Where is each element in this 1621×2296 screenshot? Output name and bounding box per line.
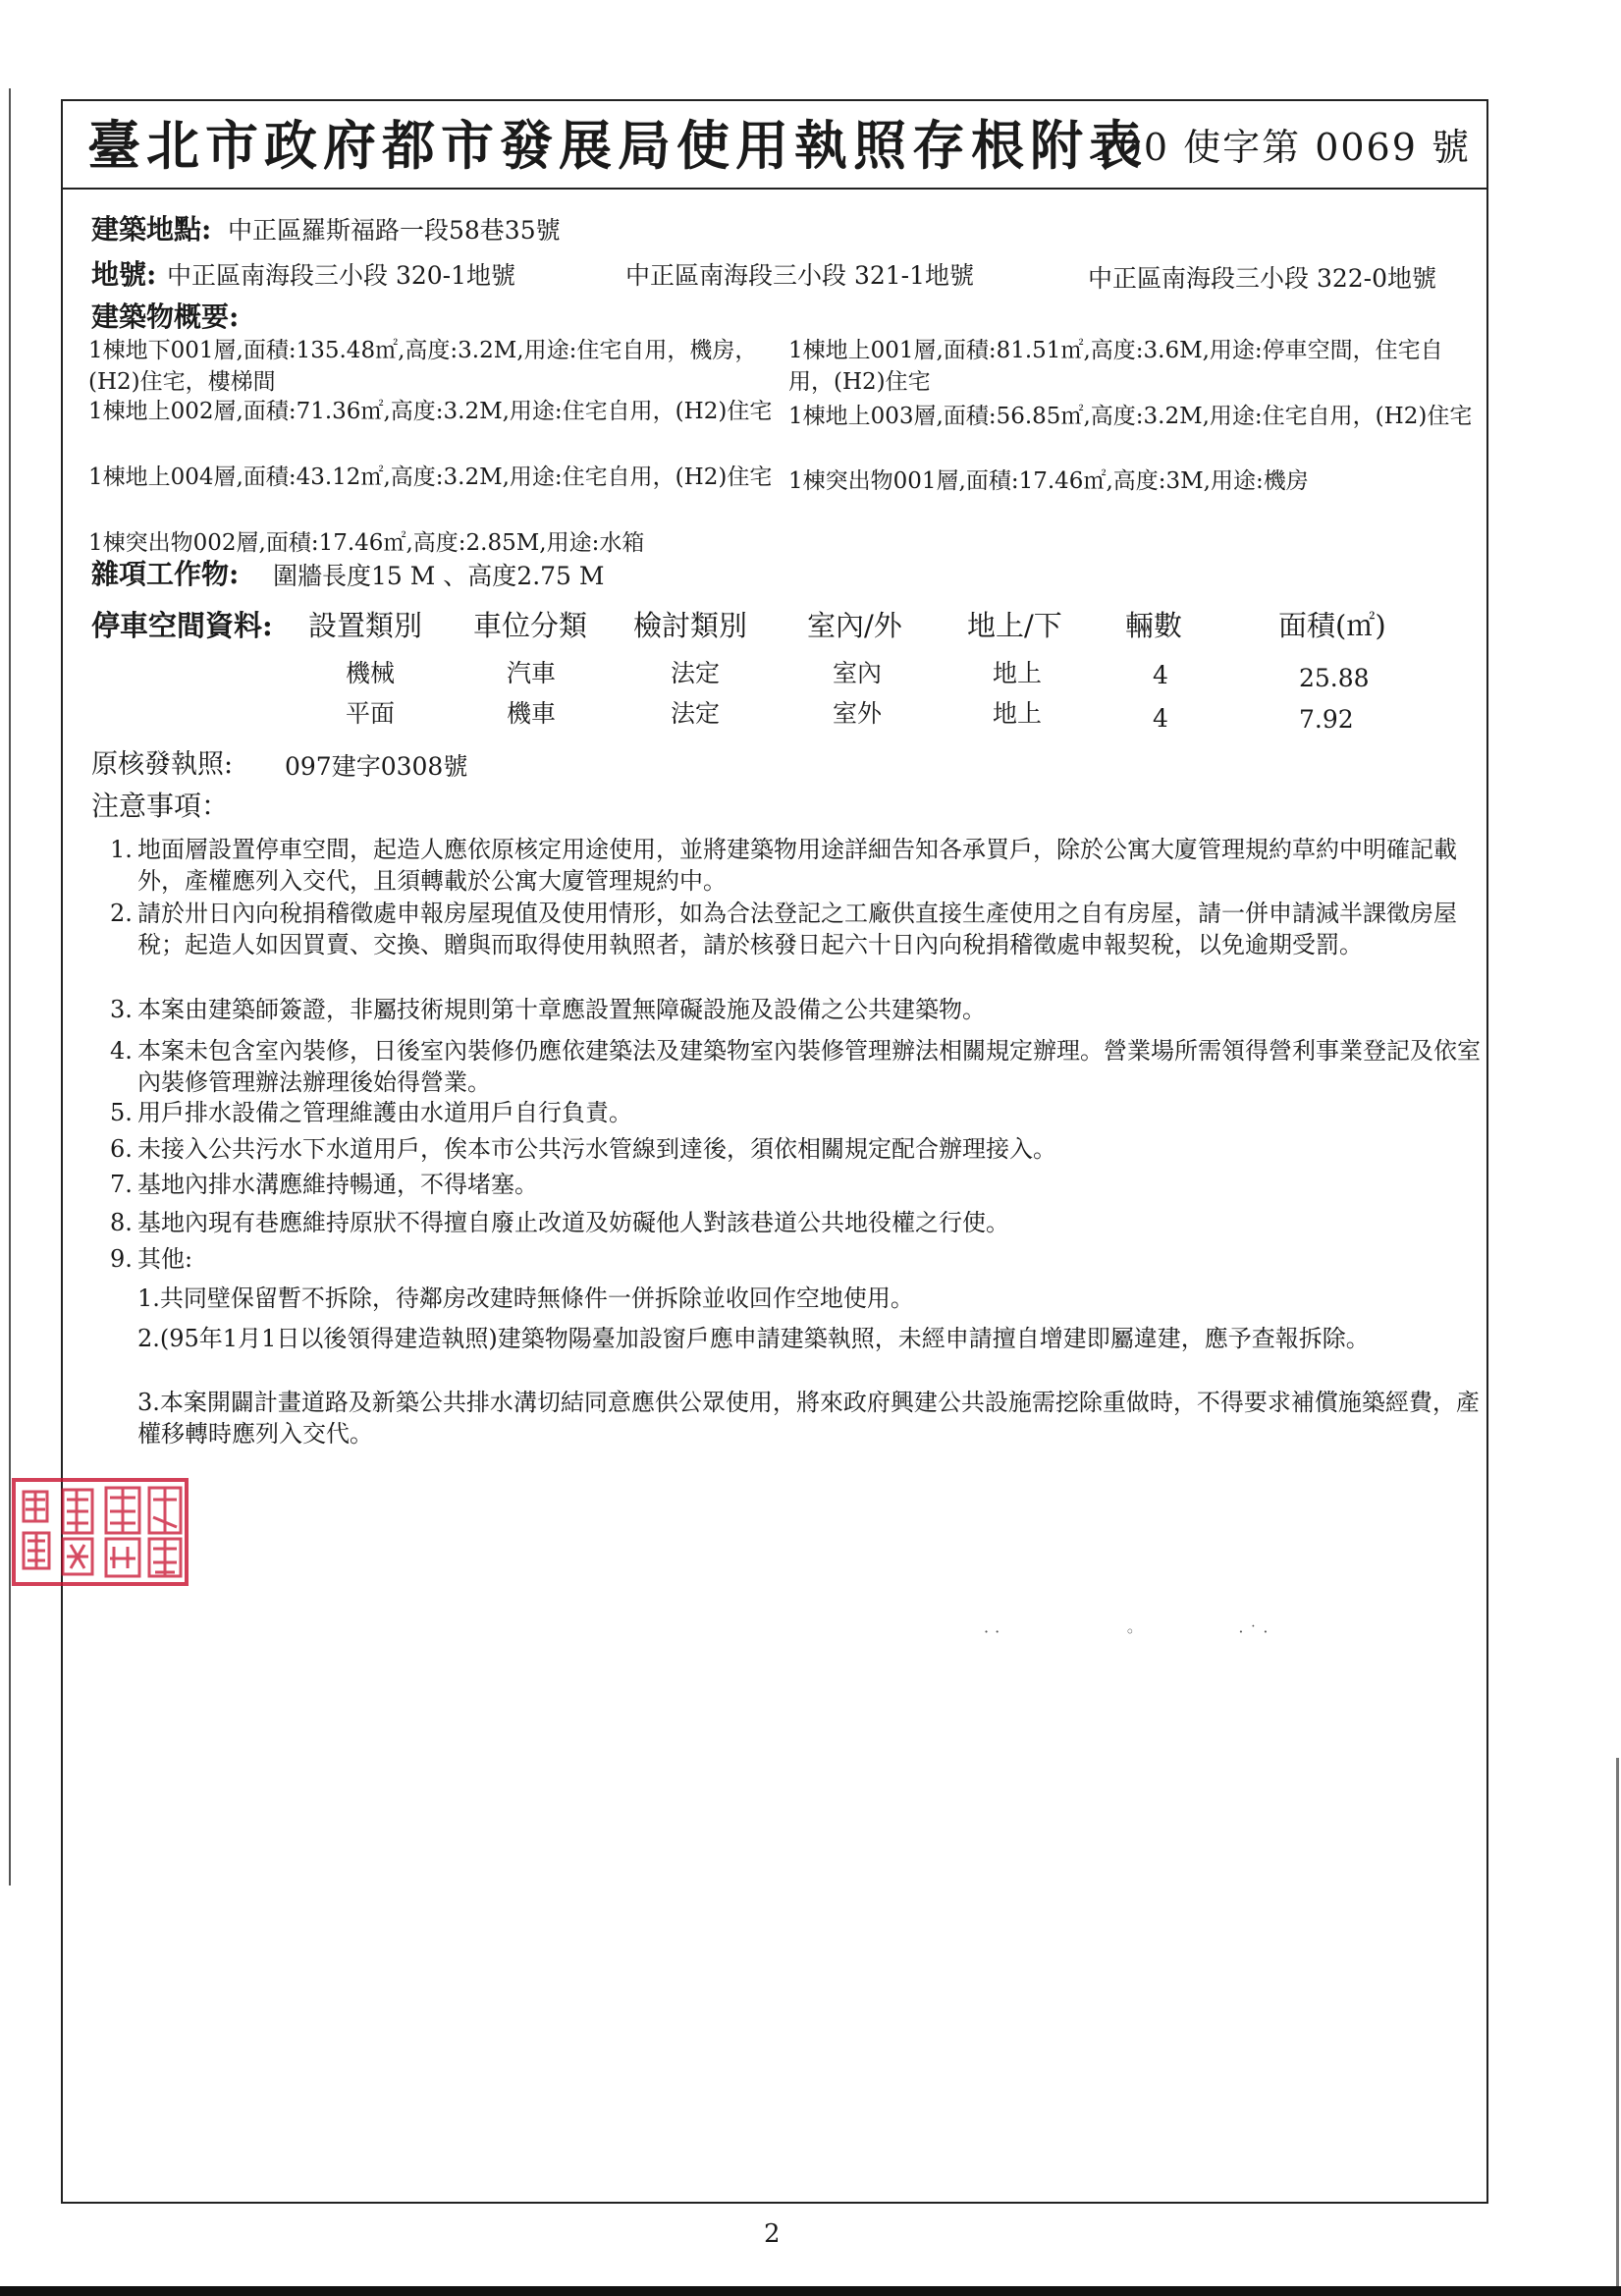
- note-sub-item: 1.共同壁保留暫不拆除，待鄰房改建時無條件一併拆除並收回作空地使用。: [137, 1285, 914, 1312]
- parking-cell: 法定: [671, 659, 721, 687]
- note-item: 基地內現有巷應維持原狀不得擅自廢止改道及妨礙他人對該巷道公共地役權之行使。: [137, 1209, 1009, 1236]
- scan-edge-line: [9, 88, 11, 1886]
- parking-header: 車位分類: [473, 609, 588, 642]
- parking-cell: 法定: [671, 699, 721, 728]
- parking-cell: 地上: [993, 699, 1043, 728]
- scan-bottom-edge: [0, 2286, 1621, 2296]
- building-floor-item: 1棟突出物002層,面積:17.46㎡,高度:2.85M,用途:水箱: [88, 530, 645, 556]
- note-number: 3.: [110, 996, 133, 1023]
- building-floor-item: 1棟地上003層,面積:56.85㎡,高度:3.2M,用途:住宅自用，(H2)住宅: [788, 404, 1473, 429]
- original-permit-label: 原核發執照:: [91, 749, 234, 780]
- note-number: 4.: [110, 1037, 133, 1065]
- lot-label: 地號:: [91, 258, 157, 291]
- official-seal-stamp: [12, 1478, 190, 1588]
- page-number: 2: [764, 2219, 781, 2249]
- notes-heading: 注意事項：: [91, 790, 230, 822]
- title-bar: [61, 99, 1488, 190]
- misc-label: 雜項工作物:: [91, 558, 240, 590]
- note-number: 6.: [110, 1135, 133, 1163]
- parking-cell: 室內: [833, 659, 883, 687]
- parking-cell: 機械: [346, 659, 396, 687]
- parking-header: 面積(㎡): [1278, 609, 1386, 642]
- parking-header: 地上/下: [967, 609, 1062, 642]
- parking-cell: 4: [1153, 661, 1168, 689]
- parking-cell: 25.88: [1299, 664, 1370, 692]
- parking-header: 室內/外: [807, 609, 902, 642]
- building-floor-item: 1棟地上002層,面積:71.36㎡,高度:3.2M,用途:住宅自用，(H2)住宅: [88, 399, 773, 424]
- note-number: 5.: [110, 1099, 133, 1126]
- misc-value: 圍牆長度15 M 、高度2.75 M: [273, 562, 605, 590]
- building-floor-item: 1棟地上001層,面積:81.51㎡,高度:3.6M,用途:停車空間，住宅自用，(H2)住宅: [788, 338, 1443, 395]
- note-item: 基地內排水溝應維持暢通，不得堵塞。: [137, 1171, 538, 1198]
- note-number: 7.: [110, 1171, 133, 1198]
- original-permit-value: 097建字0308號: [285, 752, 468, 781]
- scan-edge-line: [1616, 1758, 1619, 2288]
- parking-label: 停車空間資料:: [91, 609, 273, 642]
- parking-header: 輛數: [1125, 609, 1183, 642]
- building-floor-item: 1棟地下001層,面積:135.48㎡,高度:3.2M,用途:住宅自用，機房，(H2)住宅，樓梯間: [88, 338, 758, 395]
- permit-number: 100 使字第 0069 號: [1092, 126, 1471, 169]
- parking-cell: 汽車: [507, 659, 557, 687]
- note-item: 本案由建築師簽證，非屬技術規則第十章應設置無障礙設施及設備之公共建築物。: [137, 996, 986, 1023]
- parking-cell: 機車: [507, 699, 557, 728]
- parking-cell: 地上: [993, 659, 1043, 687]
- site-label: 建築地點:: [91, 213, 212, 246]
- parking-cell: 4: [1153, 704, 1168, 733]
- note-item: 其他:: [137, 1245, 193, 1273]
- building-floor-item: 1棟突出物001層,面積:17.46㎡,高度:3M,用途:機房: [788, 468, 1309, 494]
- lot-value-3: 中正區南海段三小段 322-0地號: [1088, 264, 1437, 293]
- note-number: 9.: [110, 1245, 133, 1273]
- note-number: 8.: [110, 1209, 133, 1236]
- parking-header: 檢討類別: [633, 609, 748, 642]
- note-item: 請於卅日內向稅捐稽徵處申報房屋現值及使用情形，如為合法登記之工廠供直接生產使用之自有房屋，請一併申請減半課徵房屋稅；起造人如因買賣、交換、贈與而取得使用執照者，請於核發日起六十日內向稅捐稽徵處申報契稅，以免逾期受罰。: [137, 900, 1457, 958]
- scan-artifact: ·· ◦ ·˙·: [984, 1622, 1274, 1641]
- parking-cell: 7.92: [1299, 705, 1354, 734]
- building-floor-item: 1棟地上004層,面積:43.12㎡,高度:3.2M,用途:住宅自用，(H2)住宅: [88, 465, 773, 490]
- note-item: 未接入公共污水下水道用戶，俟本市公共污水管線到達後，須依相關規定配合辦理接入。: [137, 1135, 1056, 1163]
- parking-cell: 平面: [346, 699, 396, 728]
- overview-label: 建築物概要:: [91, 301, 240, 333]
- lot-value-2: 中正區南海段三小段 321-1地號: [625, 261, 975, 290]
- parking-header: 設置類別: [308, 609, 423, 642]
- note-item: 地面層設置停車空間，起造人應依原核定用途使用，並將建築物用途詳細告知各承買戶，除於公寓大廈管理規約草約中明確記載外，產權應列入交代，且須轉載於公寓大廈管理規約中。: [137, 836, 1457, 895]
- note-number: 1.: [110, 836, 133, 863]
- site-value: 中正區羅斯福路一段58巷35號: [228, 216, 561, 245]
- note-item: 用戶排水設備之管理維護由水道用戶自行負責。: [137, 1099, 632, 1126]
- note-item: 本案未包含室內裝修，日後室內裝修仍應依建築法及建築物室內裝修管理辦法相關規定辦理。營業場所需領得營利事業登記及依室內裝修管理辦法辦理後始得營業。: [137, 1037, 1481, 1096]
- document-title: 臺北市政府都市發展局使用執照存根附表: [87, 114, 1148, 177]
- note-number: 2.: [110, 900, 133, 927]
- parking-cell: 室外: [833, 699, 883, 728]
- note-sub-item: 2.(95年1月1日以後領得建造執照)建築物陽臺加設窗戶應申請建築執照，未經申請擅自增建即屬違建，應予查報拆除。: [137, 1325, 1370, 1352]
- note-sub-item: 3.本案開闢計畫道路及新築公共排水溝切結同意應供公眾使用，將來政府興建公共設施需挖除重做時，不得要求補償施築經費，產權移轉時應列入交代。: [137, 1389, 1480, 1448]
- lot-value-1: 中正區南海段三小段 320-1地號: [167, 261, 516, 290]
